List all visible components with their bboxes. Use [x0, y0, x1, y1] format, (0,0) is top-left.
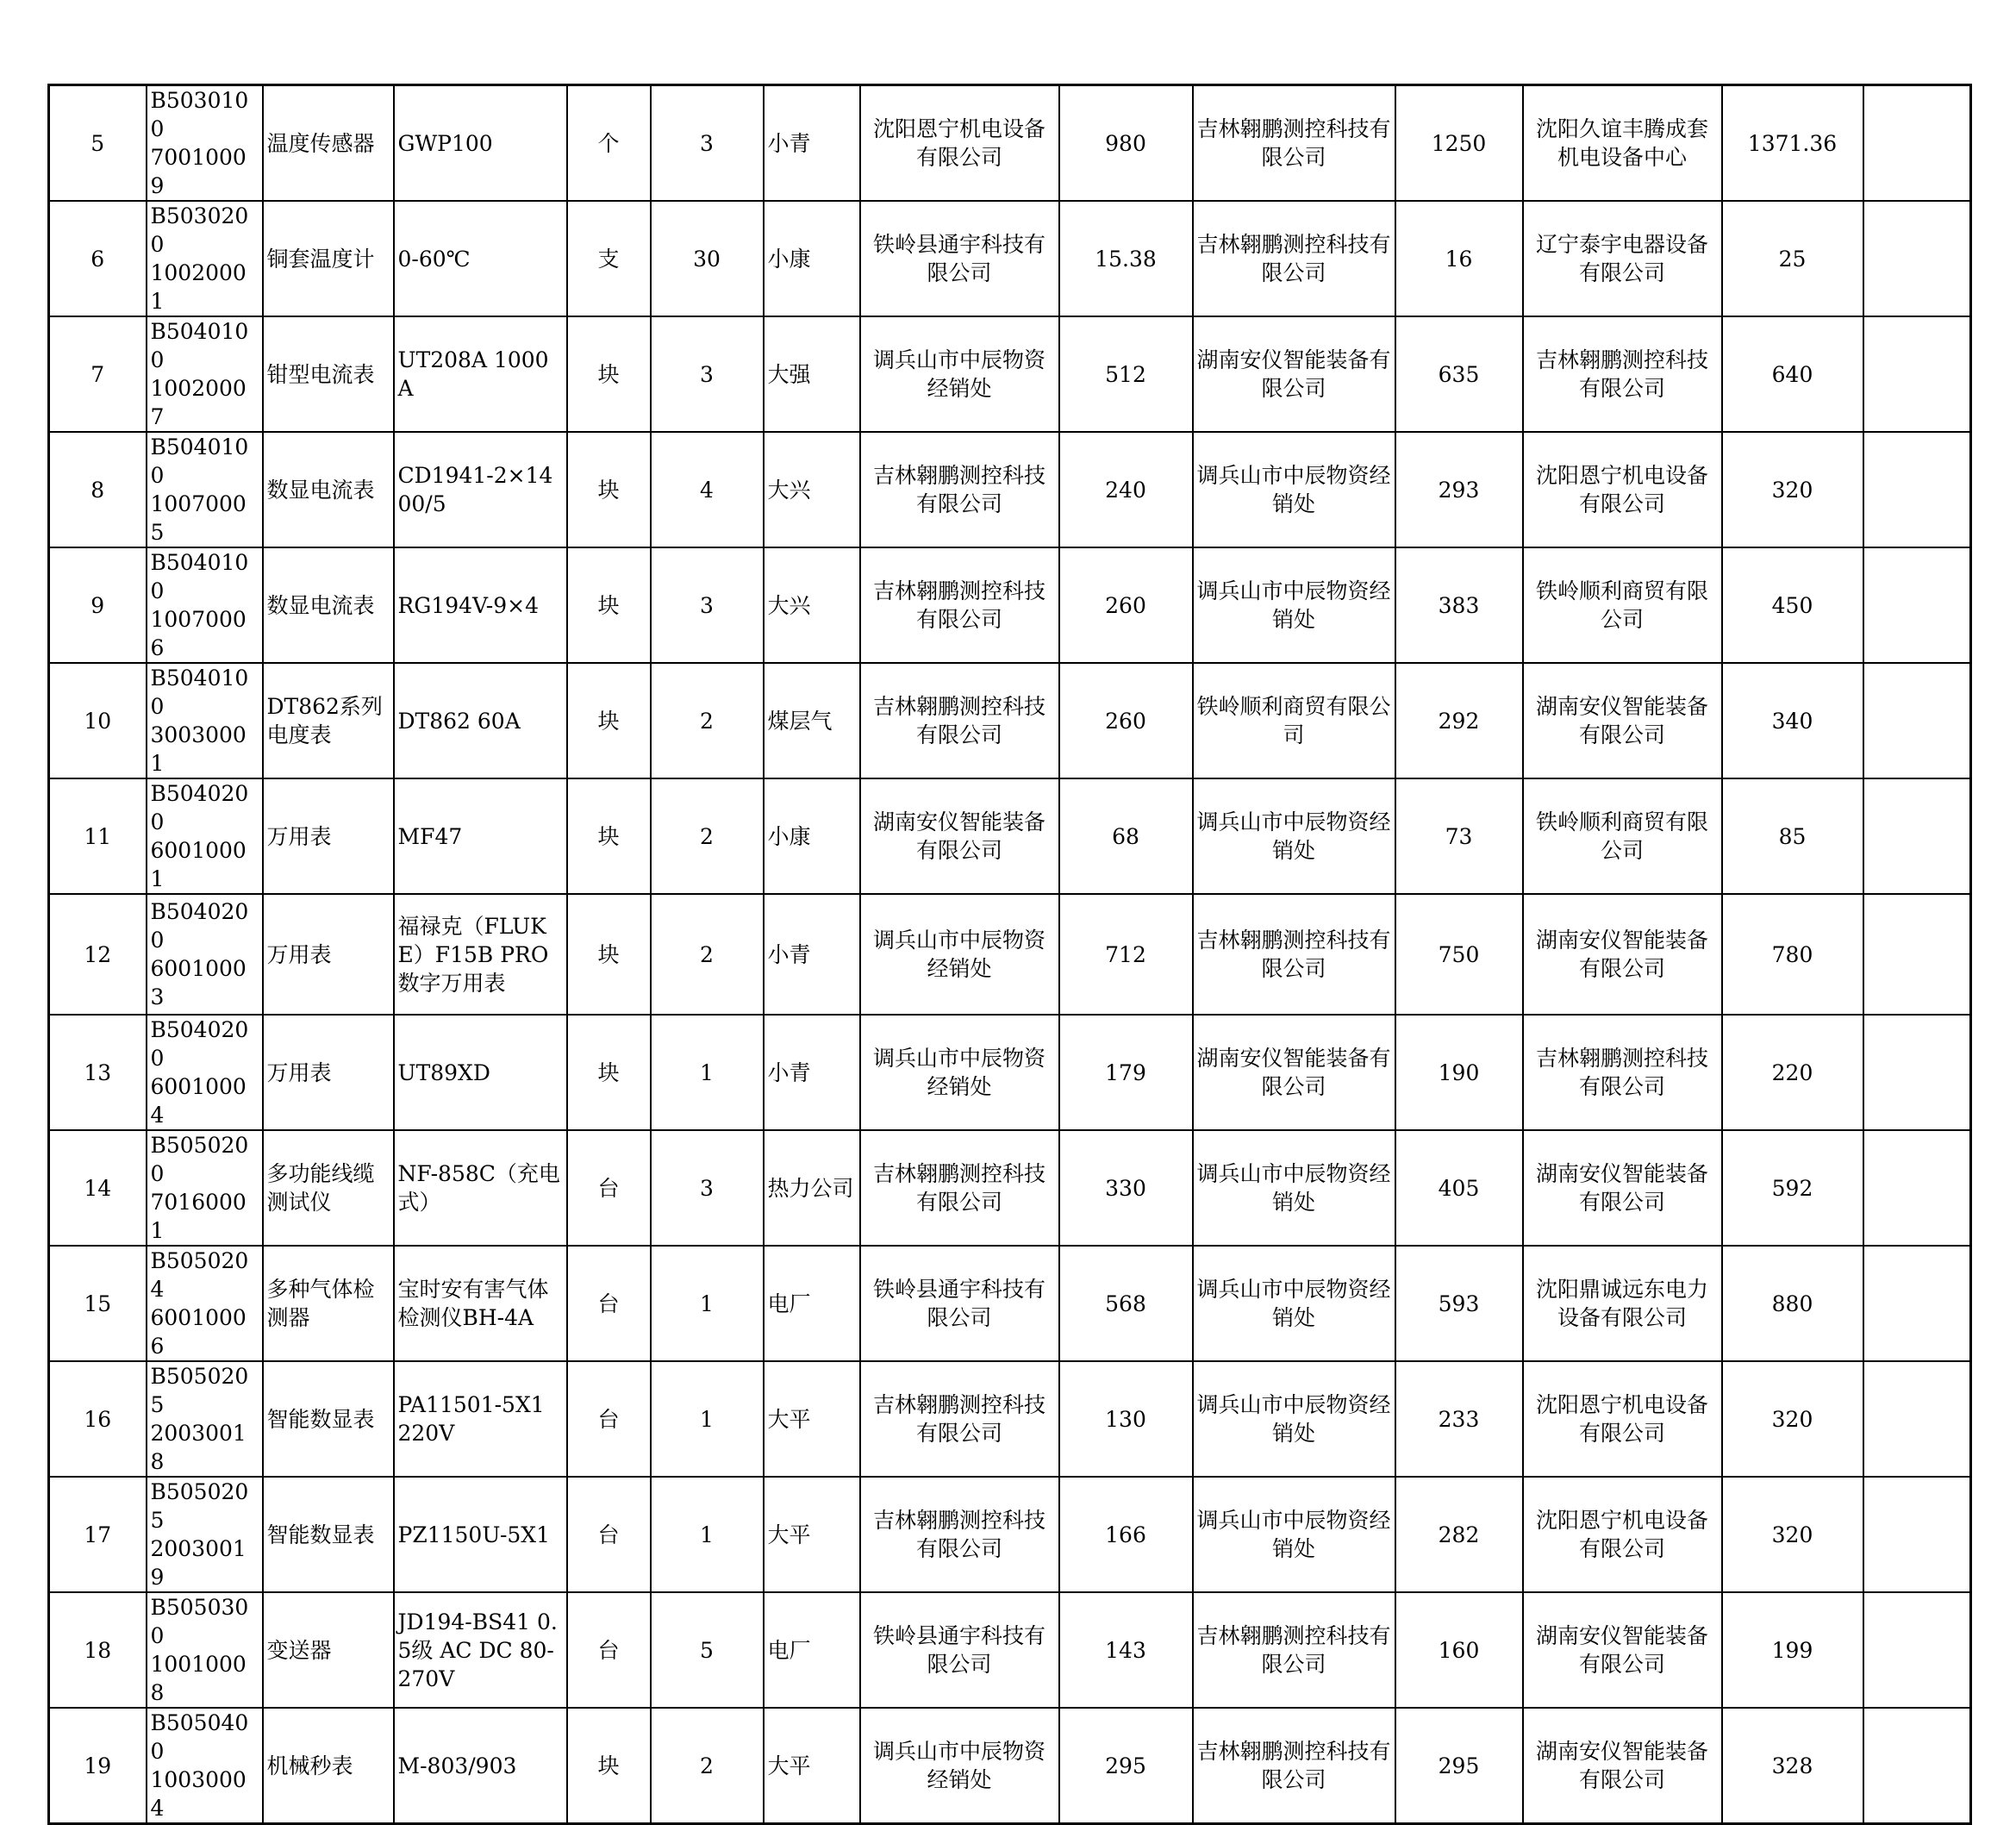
supplier-3: 沈阳恩宁机电设备有限公司 [1523, 432, 1722, 547]
material-code-part-2: 20030019 [150, 1536, 247, 1590]
material-name: 钳型电流表 [263, 316, 394, 432]
material-code [147, 1361, 263, 1477]
quantity: 1 [651, 1361, 764, 1477]
remark [1863, 1130, 1971, 1246]
material-code [147, 663, 263, 778]
material-name: 智能数显表 [263, 1361, 394, 1477]
quantity: 3 [651, 85, 764, 202]
price-1: 980 [1059, 85, 1193, 202]
quantity: 5 [651, 1592, 764, 1708]
material-name: 铜套温度计 [263, 201, 394, 316]
row-number: 16 [49, 1361, 147, 1477]
unit: 台 [567, 1246, 651, 1361]
specification: 宝时安有害气体检测仪BH-4A [394, 1246, 567, 1361]
unit: 块 [567, 663, 651, 778]
supplier-2: 吉林翱鹏测控科技有限公司 [1193, 1708, 1395, 1824]
specification: CD1941-2×1400/5 [394, 432, 567, 547]
material-name: 多功能线缆测试仪 [263, 1130, 394, 1246]
material-code-part-1: B5040200 [150, 781, 249, 834]
material-code [147, 85, 263, 202]
row-number: 13 [49, 1015, 147, 1130]
supplier-1: 吉林翱鹏测控科技有限公司 [860, 547, 1059, 663]
specification: UT208A 1000A [394, 316, 567, 432]
remark [1863, 1361, 1971, 1477]
row-number: 6 [49, 201, 147, 316]
unit: 块 [567, 778, 651, 894]
material-code-part-2: 10020007 [150, 376, 247, 429]
material-code-part-1: B5050204 [150, 1248, 249, 1302]
supplier-2: 调兵山市中辰物资经销处 [1193, 432, 1395, 547]
supplier-2: 吉林翱鹏测控科技有限公司 [1193, 201, 1395, 316]
remark [1863, 663, 1971, 778]
table-row [49, 1477, 1971, 1592]
department: 热力公司 [764, 1130, 860, 1246]
table-row [49, 663, 1971, 778]
material-code [147, 201, 263, 316]
department: 大强 [764, 316, 860, 432]
material-code [147, 1015, 263, 1130]
price-3: 880 [1722, 1246, 1863, 1361]
department: 大平 [764, 1361, 860, 1477]
supplier-3: 铁岭顺利商贸有限公司 [1523, 778, 1722, 894]
material-code [147, 778, 263, 894]
price-3: 320 [1722, 432, 1863, 547]
specification: 0-60℃ [394, 201, 567, 316]
material-code-part-1: B5050205 [150, 1364, 249, 1417]
quantity: 1 [651, 1246, 764, 1361]
procurement-table [47, 84, 1972, 1825]
remark [1863, 547, 1971, 663]
supplier-1: 吉林翱鹏测控科技有限公司 [860, 1477, 1059, 1592]
supplier-3: 吉林翱鹏测控科技有限公司 [1523, 1015, 1722, 1130]
unit: 个 [567, 85, 651, 202]
unit: 块 [567, 316, 651, 432]
specification: JD194-BS41 0.5级 AC DC 80-270V [394, 1592, 567, 1708]
material-code-part-2: 60010004 [150, 1074, 247, 1128]
price-1: 166 [1059, 1477, 1193, 1592]
specification: RG194V-9×4 [394, 547, 567, 663]
remark [1863, 894, 1971, 1015]
remark [1863, 316, 1971, 432]
row-number: 19 [49, 1708, 147, 1824]
unit: 台 [567, 1477, 651, 1592]
material-code-part-1: B5050200 [150, 1133, 249, 1186]
price-3: 320 [1722, 1361, 1863, 1477]
table-row [49, 1246, 1971, 1361]
supplier-3: 铁岭顺利商贸有限公司 [1523, 547, 1722, 663]
table-row [49, 1592, 1971, 1708]
department: 大平 [764, 1477, 860, 1592]
price-2: 383 [1395, 547, 1523, 663]
quantity: 2 [651, 1708, 764, 1824]
department: 小青 [764, 894, 860, 1015]
material-code-part-2: 60010006 [150, 1305, 247, 1359]
supplier-1: 调兵山市中辰物资经销处 [860, 894, 1059, 1015]
material-code-part-1: B5040200 [150, 899, 249, 953]
row-number: 7 [49, 316, 147, 432]
department: 小青 [764, 1015, 860, 1130]
specification: PZ1150U-5X1 [394, 1477, 567, 1592]
material-name: 温度传感器 [263, 85, 394, 202]
price-1: 68 [1059, 778, 1193, 894]
material-code [147, 1708, 263, 1824]
supplier-3: 辽宁泰宇电器设备有限公司 [1523, 201, 1722, 316]
unit: 台 [567, 1130, 651, 1246]
price-1: 143 [1059, 1592, 1193, 1708]
specification: GWP100 [394, 85, 567, 202]
material-code-part-1: B5050400 [150, 1710, 249, 1764]
price-1: 260 [1059, 663, 1193, 778]
supplier-2: 调兵山市中辰物资经销处 [1193, 547, 1395, 663]
supplier-1: 吉林翱鹏测控科技有限公司 [860, 1361, 1059, 1477]
unit: 台 [567, 1592, 651, 1708]
unit: 块 [567, 547, 651, 663]
table-row [49, 894, 1971, 1015]
material-code-part-1: B5040100 [150, 550, 249, 603]
quantity: 2 [651, 894, 764, 1015]
supplier-3: 吉林翱鹏测控科技有限公司 [1523, 316, 1722, 432]
supplier-1: 调兵山市中辰物资经销处 [860, 316, 1059, 432]
price-2: 16 [1395, 201, 1523, 316]
row-number: 17 [49, 1477, 147, 1592]
price-1: 240 [1059, 432, 1193, 547]
supplier-2: 吉林翱鹏测控科技有限公司 [1193, 894, 1395, 1015]
unit: 块 [567, 432, 651, 547]
material-code-part-2: 10010008 [150, 1652, 247, 1705]
price-1: 330 [1059, 1130, 1193, 1246]
supplier-1: 调兵山市中辰物资经销处 [860, 1708, 1059, 1824]
remark [1863, 778, 1971, 894]
price-2: 73 [1395, 778, 1523, 894]
material-code-part-1: B5050205 [150, 1479, 249, 1533]
price-2: 295 [1395, 1708, 1523, 1824]
row-number: 9 [49, 547, 147, 663]
department: 大平 [764, 1708, 860, 1824]
supplier-3: 沈阳恩宁机电设备有限公司 [1523, 1477, 1722, 1592]
row-number: 11 [49, 778, 147, 894]
department: 电厂 [764, 1592, 860, 1708]
price-2: 282 [1395, 1477, 1523, 1592]
row-number: 18 [49, 1592, 147, 1708]
supplier-3: 湖南安仪智能装备有限公司 [1523, 1708, 1722, 1824]
supplier-1: 吉林翱鹏测控科技有限公司 [860, 1130, 1059, 1246]
remark [1863, 1246, 1971, 1361]
material-name: DT862系列电度表 [263, 663, 394, 778]
department: 大兴 [764, 432, 860, 547]
price-2: 593 [1395, 1246, 1523, 1361]
price-2: 160 [1395, 1592, 1523, 1708]
material-code-part-2: 60010001 [150, 838, 247, 891]
specification: M-803/903 [394, 1708, 567, 1824]
remark [1863, 201, 1971, 316]
specification: UT89XD [394, 1015, 567, 1130]
unit: 支 [567, 201, 651, 316]
material-code [147, 316, 263, 432]
material-name: 数显电流表 [263, 547, 394, 663]
table-row [49, 201, 1971, 316]
quantity: 4 [651, 432, 764, 547]
material-code [147, 1130, 263, 1246]
supplier-2: 湖南安仪智能装备有限公司 [1193, 316, 1395, 432]
row-number: 5 [49, 85, 147, 202]
price-1: 130 [1059, 1361, 1193, 1477]
material-code-part-2: 20030018 [150, 1421, 247, 1474]
material-code-part-1: B5030200 [150, 203, 249, 257]
remark [1863, 1477, 1971, 1592]
department: 煤层气 [764, 663, 860, 778]
supplier-3: 沈阳鼎诚远东电力设备有限公司 [1523, 1246, 1722, 1361]
material-code-part-2: 10070006 [150, 607, 247, 660]
specification: PA11501-5X1 220V [394, 1361, 567, 1477]
supplier-3: 湖南安仪智能装备有限公司 [1523, 1130, 1722, 1246]
supplier-1: 吉林翱鹏测控科技有限公司 [860, 663, 1059, 778]
price-3: 25 [1722, 201, 1863, 316]
supplier-2: 调兵山市中辰物资经销处 [1193, 778, 1395, 894]
supplier-2: 铁岭顺利商贸有限公司 [1193, 663, 1395, 778]
price-1: 712 [1059, 894, 1193, 1015]
supplier-3: 湖南安仪智能装备有限公司 [1523, 1592, 1722, 1708]
specification: MF47 [394, 778, 567, 894]
row-number: 10 [49, 663, 147, 778]
supplier-2: 调兵山市中辰物资经销处 [1193, 1246, 1395, 1361]
supplier-1: 铁岭县通宇科技有限公司 [860, 1246, 1059, 1361]
material-code [147, 1592, 263, 1708]
table-row [49, 1015, 1971, 1130]
supplier-1: 铁岭县通宇科技有限公司 [860, 1592, 1059, 1708]
price-3: 780 [1722, 894, 1863, 1015]
price-3: 450 [1722, 547, 1863, 663]
supplier-3: 沈阳恩宁机电设备有限公司 [1523, 1361, 1722, 1477]
supplier-1: 沈阳恩宁机电设备有限公司 [860, 85, 1059, 202]
specification: 福禄克（FLUKE）F15B PRO数字万用表 [394, 894, 567, 1015]
supplier-2: 调兵山市中辰物资经销处 [1193, 1361, 1395, 1477]
table-row [49, 1130, 1971, 1246]
specification: DT862 60A [394, 663, 567, 778]
supplier-2: 调兵山市中辰物资经销处 [1193, 1477, 1395, 1592]
supplier-3: 沈阳久谊丰腾成套机电设备中心 [1523, 85, 1722, 202]
material-code-part-1: B5040100 [150, 434, 249, 488]
supplier-3: 湖南安仪智能装备有限公司 [1523, 663, 1722, 778]
material-code [147, 894, 263, 1015]
table-row [49, 1708, 1971, 1824]
supplier-2: 吉林翱鹏测控科技有限公司 [1193, 1592, 1395, 1708]
price-1: 179 [1059, 1015, 1193, 1130]
table-row [49, 547, 1971, 663]
table-row [49, 778, 1971, 894]
price-1: 568 [1059, 1246, 1193, 1361]
supplier-1: 调兵山市中辰物资经销处 [860, 1015, 1059, 1130]
remark [1863, 85, 1971, 202]
table-body [49, 85, 1971, 1824]
quantity: 2 [651, 663, 764, 778]
department: 大兴 [764, 547, 860, 663]
row-number: 15 [49, 1246, 147, 1361]
material-code-part-2: 10030004 [150, 1767, 247, 1821]
price-1: 512 [1059, 316, 1193, 432]
price-3: 85 [1722, 778, 1863, 894]
price-3: 328 [1722, 1708, 1863, 1824]
price-3: 592 [1722, 1130, 1863, 1246]
price-3: 340 [1722, 663, 1863, 778]
quantity: 1 [651, 1477, 764, 1592]
material-name: 万用表 [263, 894, 394, 1015]
quantity: 30 [651, 201, 764, 316]
material-name: 机械秒表 [263, 1708, 394, 1824]
price-3: 320 [1722, 1477, 1863, 1592]
material-code-part-1: B5030100 [150, 88, 249, 141]
price-1: 295 [1059, 1708, 1193, 1824]
price-3: 640 [1722, 316, 1863, 432]
price-2: 190 [1395, 1015, 1523, 1130]
department: 电厂 [764, 1246, 860, 1361]
material-name: 多种气体检测器 [263, 1246, 394, 1361]
department: 小青 [764, 85, 860, 202]
quantity: 3 [651, 547, 764, 663]
price-1: 260 [1059, 547, 1193, 663]
material-code-part-2: 70010009 [150, 145, 247, 198]
unit: 块 [567, 894, 651, 1015]
material-code-part-1: B5040100 [150, 319, 249, 372]
price-2: 293 [1395, 432, 1523, 547]
material-code [147, 432, 263, 547]
price-2: 750 [1395, 894, 1523, 1015]
quantity: 3 [651, 316, 764, 432]
quantity: 3 [651, 1130, 764, 1246]
row-number: 14 [49, 1130, 147, 1246]
supplier-1: 吉林翱鹏测控科技有限公司 [860, 432, 1059, 547]
table-row [49, 85, 1971, 202]
material-code [147, 1477, 263, 1592]
price-2: 405 [1395, 1130, 1523, 1246]
material-code-part-2: 10070005 [150, 491, 247, 545]
remark [1863, 1592, 1971, 1708]
supplier-2: 湖南安仪智能装备有限公司 [1193, 1015, 1395, 1130]
material-code [147, 1246, 263, 1361]
table-row [49, 316, 1971, 432]
material-code [147, 547, 263, 663]
material-code-part-1: B5040200 [150, 1017, 249, 1071]
price-1: 15.38 [1059, 201, 1193, 316]
material-code-part-2: 10020001 [150, 260, 247, 314]
supplier-3: 湖南安仪智能装备有限公司 [1523, 894, 1722, 1015]
material-code-part-1: B5050300 [150, 1595, 249, 1648]
row-number: 12 [49, 894, 147, 1015]
material-name: 万用表 [263, 778, 394, 894]
table-row [49, 432, 1971, 547]
material-code-part-2: 60010003 [150, 956, 247, 1009]
material-code-part-2: 70160001 [150, 1190, 247, 1243]
quantity: 1 [651, 1015, 764, 1130]
supplier-2: 吉林翱鹏测控科技有限公司 [1193, 85, 1395, 202]
unit: 台 [567, 1361, 651, 1477]
unit: 块 [567, 1015, 651, 1130]
remark [1863, 1015, 1971, 1130]
price-2: 292 [1395, 663, 1523, 778]
remark [1863, 1708, 1971, 1824]
supplier-1: 湖南安仪智能装备有限公司 [860, 778, 1059, 894]
price-2: 233 [1395, 1361, 1523, 1477]
material-name: 数显电流表 [263, 432, 394, 547]
department: 小康 [764, 201, 860, 316]
material-code-part-2: 30030001 [150, 722, 247, 776]
remark [1863, 432, 1971, 547]
specification: NF-858C（充电式） [394, 1130, 567, 1246]
quantity: 2 [651, 778, 764, 894]
price-2: 635 [1395, 316, 1523, 432]
material-name: 智能数显表 [263, 1477, 394, 1592]
price-3: 220 [1722, 1015, 1863, 1130]
table-row [49, 1361, 1971, 1477]
supplier-2: 调兵山市中辰物资经销处 [1193, 1130, 1395, 1246]
row-number: 8 [49, 432, 147, 547]
price-3: 1371.36 [1722, 85, 1863, 202]
material-name: 万用表 [263, 1015, 394, 1130]
material-code-part-1: B5040100 [150, 666, 249, 719]
supplier-1: 铁岭县通宇科技有限公司 [860, 201, 1059, 316]
price-3: 199 [1722, 1592, 1863, 1708]
material-name: 变送器 [263, 1592, 394, 1708]
department: 小康 [764, 778, 860, 894]
price-2: 1250 [1395, 85, 1523, 202]
unit: 块 [567, 1708, 651, 1824]
